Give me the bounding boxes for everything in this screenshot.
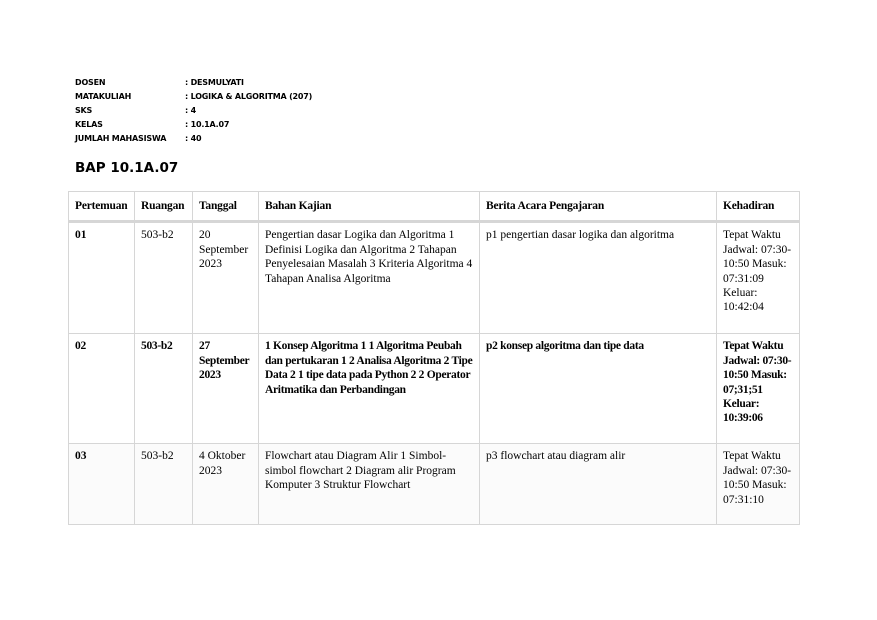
info-value-dosen: : DESMULYATI [185, 76, 244, 90]
column-header-ruangan: Ruangan [135, 192, 193, 222]
table-row [69, 444, 800, 525]
cell-ruangan: 503-b2 [135, 334, 193, 444]
cell-berita-acara: p1 pengertian dasar logika dan algoritma [480, 222, 717, 334]
cell-kehadiran: Tepat Waktu Jadwal: 07:30-10:50 Masuk: 07:31:09 Keluar: 10:42:04 [717, 222, 800, 334]
bap-table-container [68, 191, 799, 525]
info-label-dosen: DOSEN [75, 78, 106, 87]
cell-tanggal: 4 Oktober 2023 [193, 444, 259, 525]
cell-pertemuan: 02 [69, 334, 135, 444]
info-label-sks: SKS [75, 106, 93, 115]
cell-bahan-kajian: Flowchart atau Diagram Alir 1 Simbol-simbol flowchart 2 Diagram alir Program Komputer 3 Struktur Flowchart [259, 444, 480, 525]
cell-bahan-kajian: Pengertian dasar Logika dan Algoritma 1 Definisi Logika dan Algoritma 2 Tahapan Penyelesaian Masalah 3 Kriteria Algoritma 4 Tahapan Analisa Algoritma [259, 222, 480, 334]
info-label-jumlah-mahasiswa: JUMLAH MAHASISWA [75, 134, 167, 143]
cell-ruangan: 503-b2 [135, 444, 193, 525]
cell-pertemuan: 01 [69, 222, 135, 334]
table-row [69, 334, 800, 444]
info-row-dosen [75, 76, 312, 90]
column-header-kehadiran: Kehadiran [717, 192, 800, 222]
info-row-jumlah-mahasiswa [75, 132, 312, 146]
info-value-jumlah-mahasiswa: : 40 [185, 132, 201, 146]
cell-tanggal: 20 September 2023 [193, 222, 259, 334]
info-row-matakuliah [75, 90, 312, 104]
column-header-tanggal: Tanggal [193, 192, 259, 222]
page-title: BAP 10.1A.07 [75, 160, 179, 176]
info-row-sks [75, 104, 312, 118]
cell-ruangan: 503-b2 [135, 222, 193, 334]
column-header-bahan-kajian: Bahan Kajian [259, 192, 480, 222]
cell-kehadiran: Tepat Waktu Jadwal: 07:30-10:50 Masuk: 07:31:10 [717, 444, 800, 525]
bap-table [68, 191, 800, 525]
cell-berita-acara: p3 flowchart atau diagram alir [480, 444, 717, 525]
cell-bahan-kajian: 1 Konsep Algoritma 1 1 Algoritma Peubah dan pertukaran 1 2 Analisa Algoritma 2 Tipe Data 2 1 tipe data pada Python 2 2 Operator Aritmatika dan Perbandingan [259, 334, 480, 444]
info-label-matakuliah: MATAKULIAH [75, 92, 132, 101]
info-row-kelas [75, 118, 312, 132]
info-label-kelas: KELAS [75, 120, 103, 129]
column-header-pertemuan: Pertemuan [69, 192, 135, 222]
info-value-sks: : 4 [185, 104, 196, 118]
table-header-row [69, 192, 800, 222]
info-value-matakuliah: : LOGIKA & ALGORITMA (207) [185, 90, 312, 104]
cell-tanggal: 27 September 2023 [193, 334, 259, 444]
course-info [75, 76, 312, 146]
cell-pertemuan: 03 [69, 444, 135, 525]
column-header-berita-acara: Berita Acara Pengajaran [480, 192, 717, 222]
table-row [69, 222, 800, 334]
cell-berita-acara: p2 konsep algoritma dan tipe data [480, 334, 717, 444]
cell-kehadiran: Tepat Waktu Jadwal: 07:30-10:50 Masuk: 07;31;51 Keluar: 10:39:06 [717, 334, 800, 444]
info-value-kelas: : 10.1A.07 [185, 118, 229, 132]
